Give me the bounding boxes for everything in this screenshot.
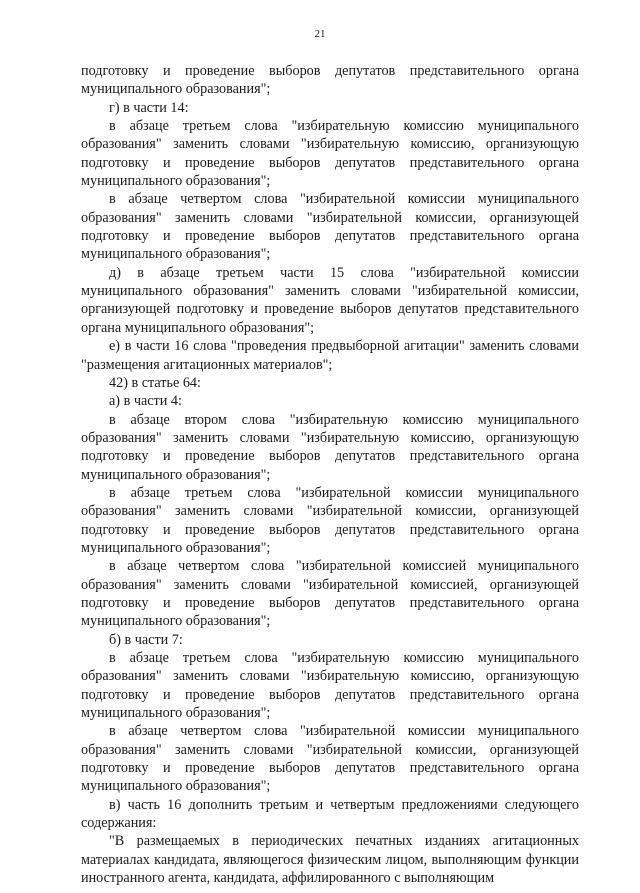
paragraph: в) часть 16 дополнить третьим и четвертым предложениями следующего содержания:	[81, 796, 579, 832]
paragraph: в абзаце втором слова "избирательную комиссию муниципального образования" заменить словами "избирательную комиссию, организующую подготовку и проведение выборов депутатов представительного органа муниципального образования";	[81, 411, 579, 483]
paragraph: подготовку и проведение выборов депутатов представительного органа муниципального образования";	[81, 63, 579, 98]
paragraph: в абзаце четвертом слова "избирательной комиссией муниципального образования" заменить словами "избирательной комиссией, организующей подготовку и проведение выборов депутатов представительного органа муниципального образования";	[81, 558, 579, 630]
page-number: 21	[314, 28, 326, 40]
paragraph: в абзаце четвертом слова "избирательной комиссии муниципального образования" заменить словами "избирательной комиссии, организующей подготовку и проведение выборов депутатов представительного органа муниципального образования";	[81, 723, 579, 795]
paragraph: д) в абзаце третьем части 15 слова "избирательной комиссии муниципального образования" заменить словами "избирательной комиссии, организующей подготовку и проведение выборов депутатов представительного органа муниципального образования";	[81, 264, 579, 336]
paragraph: в абзаце третьем слова "избирательную комиссию муниципального образования" заменить словами "избирательную комиссию, организующую подготовку и проведение выборов депутатов представительного органа муниципального образования";	[81, 118, 579, 190]
paragraph: в абзаце третьем слова "избирательной комиссии муниципального образования" заменить словами "избирательной комиссии, организующей подготовку и проведение выборов депутатов представительного органа муниципального образования";	[81, 484, 579, 556]
document-body	[81, 62, 579, 887]
paragraph: 42) в статье 64:	[109, 374, 201, 391]
paragraph: а) в части 4:	[109, 393, 182, 410]
paragraph: б) в части 7:	[109, 631, 183, 648]
paragraph: в абзаце четвертом слова "избирательной комиссии муниципального образования" заменить словами "избирательной комиссии, организующей подготовку и проведение выборов депутатов представительного органа муниципального образования";	[81, 191, 579, 263]
paragraph: г) в части 14:	[109, 99, 189, 116]
paragraph: в абзаце третьем слова "избирательную комиссию муниципального образования" заменить словами "избирательную комиссию, организующую подготовку и проведение выборов депутатов представительного органа муниципального образования";	[81, 650, 579, 722]
paragraph: "В размещаемых в периодических печатных изданиях агитационных материалах кандидата, являющегося физическим лицом, выполняющим функции иностранного агента, кандидата, аффилированного с выполняющим	[81, 833, 579, 887]
paragraph: е) в части 16 слова "проведения предвыборной агитации" заменить словами "размещения агитационных материалов";	[81, 338, 579, 373]
